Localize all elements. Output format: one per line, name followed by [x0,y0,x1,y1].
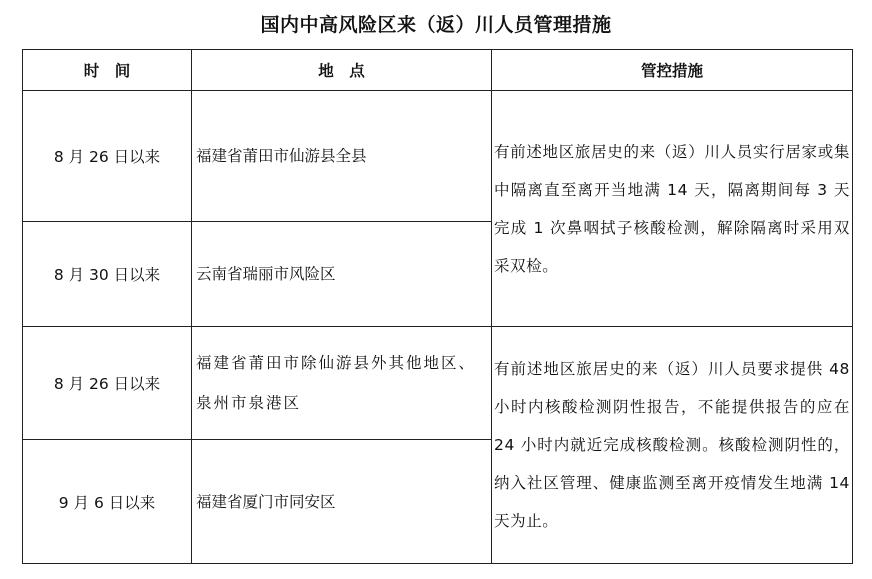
table-row-time: 8 月 30 日以来 [23,222,192,327]
header-time: 时 间 [23,50,192,91]
table-row-place: 云南省瑞丽市风险区 [192,222,492,327]
table-row-time: 8 月 26 日以来 [23,91,192,222]
measure-text: 有前述地区旅居史的来（返）川人员实行居家或集中隔离直至离开当地满 14 天，隔离期间每 3 天完成 1 次鼻咽拭子核酸检测，解除隔离时采用双采双检。 [492,91,852,327]
table-row-place: 福建省莆田市除仙游县外其他地区、泉州市泉港区 [192,327,492,440]
table-row-place: 福建省莆田市仙游县全县 [192,91,492,222]
measures-table [22,49,853,564]
table-row-time: 8 月 26 日以来 [23,327,192,440]
header-measure: 管控措施 [492,50,852,91]
page-title: 国内中高风险区来（返）川人员管理措施 [260,14,612,36]
measure-text: 有前述地区旅居史的来（返）川人员要求提供 48 小时内核酸检测阴性报告，不能提供报告的应在 24 小时内就近完成核酸检测。核酸检测阴性的，纳入社区管理、健康监测至离开疫情发生地满 14 天为止。 [494,360,850,530]
table-row-place: 福建省厦门市同安区 [192,440,492,563]
header-place: 地 点 [192,50,492,91]
table-row-time: 9 月 6 日以来 [23,440,192,563]
